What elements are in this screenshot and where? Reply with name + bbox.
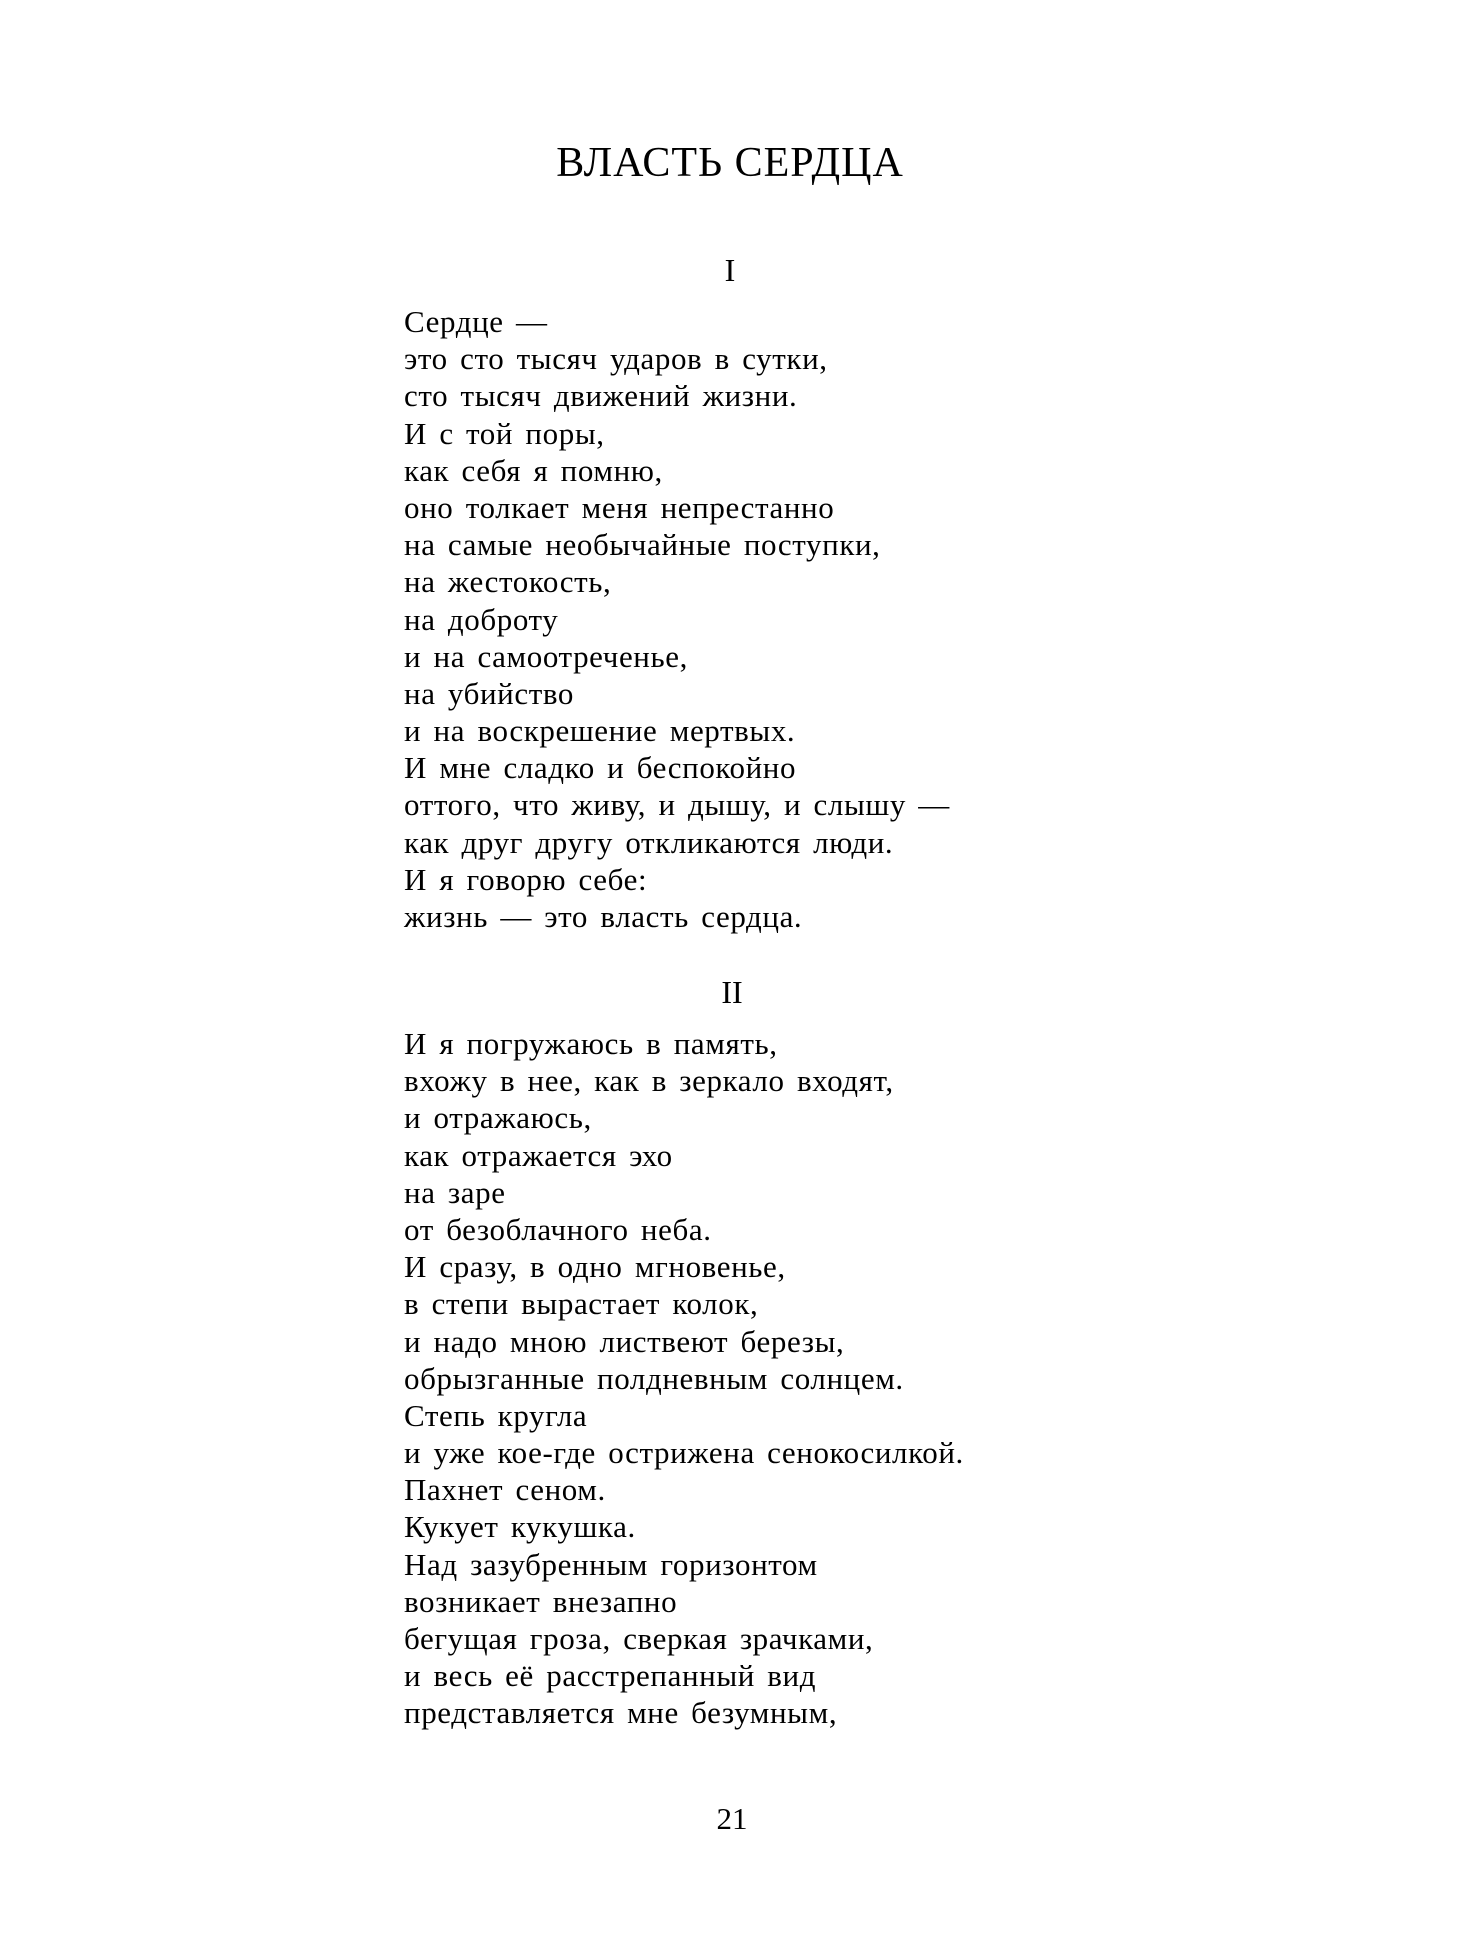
poem-line: в степи вырастает колок, [404, 1286, 759, 1322]
poem-line: обрызганные полдневным солнцем. [404, 1360, 904, 1396]
poem-line: И мне сладко и беспокойно [404, 750, 797, 786]
stanza-1 [404, 303, 950, 935]
poem-line: возникает внезапно [404, 1583, 678, 1619]
poem-line: как себя я помню, [404, 452, 663, 488]
poem-line: И я говорю себе: [404, 861, 648, 897]
poem-line: И с той поры, [404, 415, 605, 451]
poem-line: это сто тысяч ударов в сутки, [404, 341, 828, 377]
poem-line: И сразу, в одно мгновенье, [404, 1249, 786, 1285]
poem-line: и уже кое-где острижена сенокосилкой. [404, 1435, 964, 1471]
poem-line: И я погружаюсь в память, [404, 1026, 778, 1061]
page-number: 21 [716, 1801, 748, 1836]
poem-line: от безоблачного неба. [404, 1211, 712, 1247]
poem-line: на самые необычайные поступки, [404, 527, 881, 563]
poem-line: бегущая гроза, сверкая зрачками, [404, 1621, 874, 1656]
poem-line: как друг другу откликаются люди. [404, 824, 894, 860]
poem-line: и весь её расстрепанный вид [404, 1658, 817, 1694]
section-number-1: I [724, 252, 736, 288]
section-number-2: II [721, 974, 743, 1010]
poem-line: вхожу в нее, как в зеркало входят, [404, 1063, 894, 1099]
poem-line: и надо мною листвеют березы, [404, 1323, 845, 1359]
poem-line: Сердце — [404, 304, 548, 339]
poem-line: на жестокость, [404, 564, 612, 600]
stanza-2 [404, 1025, 964, 1732]
poem-line: и отражаюсь, [404, 1100, 592, 1136]
poem-line: Кукует кукушка. [404, 1509, 636, 1545]
poem-line: на доброту [404, 601, 559, 637]
poem-line: представляется мне безумным, [404, 1695, 838, 1731]
poem-line: жизнь — это власть сердца. [404, 899, 803, 934]
poem-line: оно толкает меня непрестанно [404, 489, 835, 525]
poem-line: Пахнет сеном. [404, 1472, 606, 1508]
poem-title: ВЛАСТЬ СЕРДЦА [556, 140, 904, 186]
poem-line: на убийство [404, 675, 574, 711]
poem-line: и на воскрешение мертвых. [404, 713, 796, 749]
poem-line: оттого, что живу, и дышу, и слышу — [404, 787, 950, 823]
poem-line: сто тысяч движений жизни. [404, 378, 798, 414]
poem-line: и на самоотреченье, [404, 638, 688, 674]
poem-line: как отражается эхо [404, 1137, 673, 1173]
poem-line: Степь кругла [404, 1397, 588, 1433]
poem-line: на заре [404, 1174, 506, 1210]
poem-line: Над зазубренным горизонтом [404, 1546, 818, 1582]
